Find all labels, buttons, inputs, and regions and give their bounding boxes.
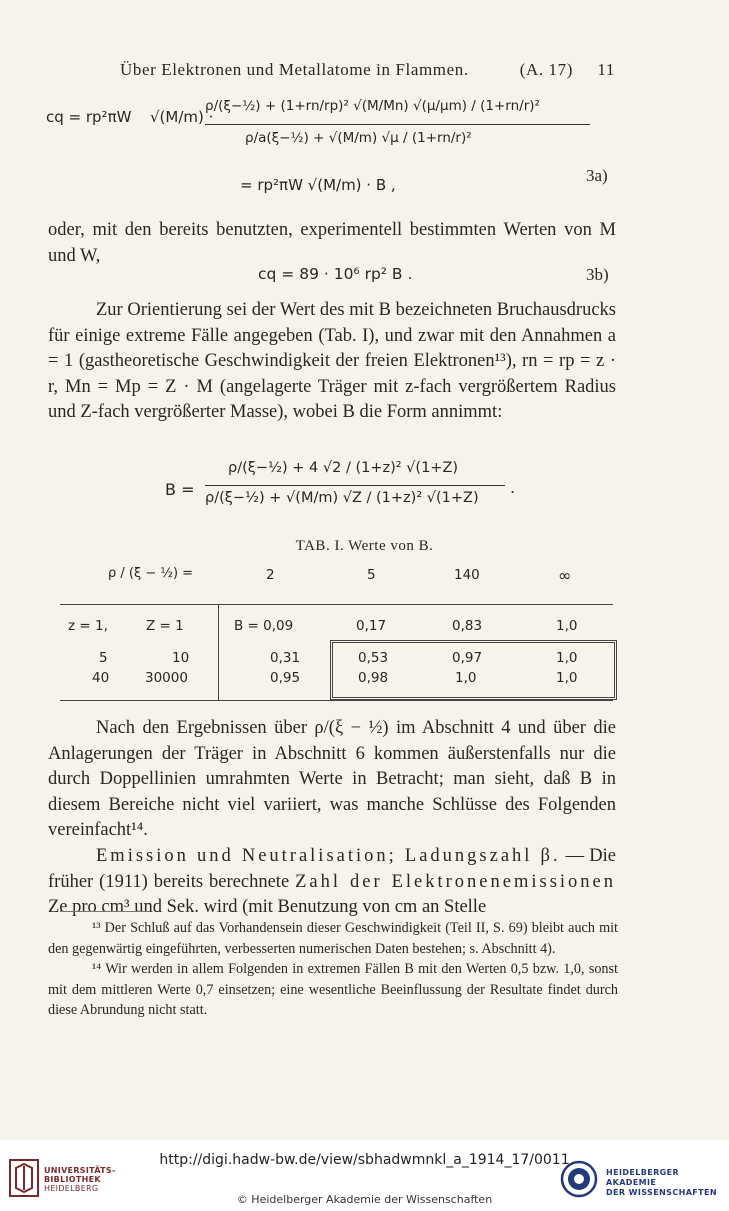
ha-line-2: DER WISSENSCHAFTEN — [606, 1188, 717, 1197]
table-cell: 0,97 — [452, 650, 483, 666]
equation-b-numerator: ρ/(ξ−½) + 4 √2 / (1+z)² √(1+Z) — [228, 460, 459, 476]
table-head-value: 2 — [266, 567, 275, 583]
table-column-rule — [218, 604, 219, 700]
table-cell-Z: 30000 — [145, 670, 188, 686]
university-library-name — [44, 1166, 116, 1193]
running-header — [120, 60, 615, 80]
page-url-link[interactable]: http://digi.hadw-bw.de/view/sbhadwmnkl_a_1914_17/0011 — [159, 1152, 570, 1168]
copyright-notice: © Heidelberger Akademie der Wissenschaften — [236, 1193, 493, 1206]
equation-b-period: . — [510, 478, 516, 497]
table-rule — [60, 604, 613, 605]
equation-3a-number: 3a) — [586, 166, 608, 185]
section-heading-emission: Emission und Neutralisation; Ladungszahl β. — [96, 845, 561, 866]
paragraph-1 — [48, 218, 616, 269]
equation-b-denominator: ρ/(ξ−½) + √(M/m) √Z / (1+z)² √(1+Z) — [205, 490, 479, 506]
equation-3a-denominator: ρ/a(ξ−½) + √(M/m) √μ / (1+rn/r)² — [245, 130, 472, 146]
table-head-left: ρ / (ξ − ½) = — [108, 566, 194, 581]
footnote-14: ¹⁴ Wir werden in allem Folgenden in extremen Fällen B mit den Werten 0,5 bzw. 1,0, sonst mit dem mittleren Werte 0,7 einsetzen; eine wesentliche Beeinflussung der Resultate findet durch diese Abrundung nicht statt. — [48, 961, 618, 1018]
page-number: 11 — [597, 60, 615, 79]
table-cell: 0,31 — [270, 650, 301, 666]
table-cell: 1,0 — [556, 650, 578, 666]
table-cell: 1,0 — [556, 618, 578, 634]
ub-line-1: UNIVERSITÄTS- — [44, 1166, 116, 1175]
paragraph-2-text: Zur Orientierung sei der Wert des mit B bezeichneten Bruchausdrucks für einige extreme Fälle angegeben (Tab. I), und zwar mit den Annahmen a = 1 (gastheoretische Geschwindigkeit der freien Elektronen¹³), rn = rp = z · r, Mn = Mp = Z · M (angelagerte Träger mit z-fach vergrößertem Radius und Z-fach vergrößerter Masse), wobei B die Form annimmt: — [48, 300, 616, 423]
paragraph-4 — [48, 844, 616, 921]
equation-3a-numerator: ρ/(ξ−½) + (1+rn/rp)² √(M/Mn) √(μ/μm) / (1+rn/r)² — [205, 98, 540, 114]
paragraph-2 — [48, 298, 616, 426]
paragraph-3 — [48, 716, 616, 921]
table-cell: 0,17 — [356, 618, 387, 634]
table-cell-Z: Z = 1 — [146, 618, 184, 634]
table-cell: 0,53 — [358, 650, 389, 666]
equation-3b-number: 3b) — [586, 265, 609, 284]
table-cell: 1,0 — [556, 670, 578, 686]
table-cell: 0,95 — [270, 670, 301, 686]
table-cell-z: z = 1, — [68, 618, 108, 634]
table-caption: TAB. I. Werte von B. — [295, 538, 434, 554]
header-title: Über Elektronen und Metallatome in Flammen. — [120, 60, 469, 79]
emphasis-zahl-elektronenemissionen: Zahl der Elektronenemissionen — [295, 871, 616, 892]
table-cell: 1,0 — [455, 670, 477, 686]
table-cell: 0,83 — [452, 618, 483, 634]
equation-3a-line2: = rp²πW √(M/m) · B , — [240, 176, 396, 194]
double-line-frame — [330, 640, 617, 700]
footnote-separator — [60, 911, 150, 912]
equation-3b: cq = 89 · 10⁶ rp² B . — [258, 265, 413, 283]
equation-3a-lhs: cq = rp²πW — [46, 108, 132, 126]
academy-name — [606, 1168, 729, 1198]
ub-line-2: BIBLIOTHEK — [44, 1175, 101, 1184]
paragraph-1-text: oder, mit den bereits benutzten, experimentell bestimmten Werten von M und W, — [48, 220, 616, 266]
fraction-bar — [205, 124, 590, 125]
table-cell-Z: 10 — [172, 650, 190, 666]
table-cell-z: 40 — [92, 670, 110, 686]
ub-line-3: HEIDELBERG — [44, 1184, 99, 1193]
table-bottom-rule — [60, 700, 613, 701]
footnote-13: ¹³ Der Schluß auf das Vorhandensein dieser Geschwindigkeit (Teil II, S. 69) bleibt auch mit den gegenwärtig eingeführten, verbesserten numerischen Daten bestehen; s. Abschnitt 4). — [48, 920, 618, 957]
fraction-bar-b — [205, 485, 505, 486]
paragraph-4-text-2: Ze pro cm³ und Sek. wird (mit Benutzung von cm an Stelle — [48, 897, 487, 918]
academy-seal-icon — [560, 1160, 598, 1198]
paragraph-4-text-1: — Die früher (1911) bereits berechnete — [48, 845, 616, 892]
viewer-footer — [0, 1140, 729, 1211]
table-head-value: 140 — [454, 567, 480, 583]
table-head-value: ∞ — [558, 566, 572, 585]
footnotes — [48, 918, 618, 1021]
equation-3a-sqrt: √(M/m) · — [150, 108, 214, 126]
equation-b-lhs: B = — [165, 480, 195, 499]
table-cell: B = 0,09 — [234, 618, 294, 634]
table-head-value: 5 — [367, 567, 376, 583]
ha-line-1: HEIDELBERGER AKADEMIE — [606, 1168, 680, 1187]
table-cell: 0,98 — [358, 670, 389, 686]
table-cell-z: 5 — [99, 650, 108, 666]
header-article: (A. 17) — [519, 60, 573, 79]
paragraph-3-text: Nach den Ergebnissen über ρ/(ξ − ½) im Abschnitt 4 und über die Anlagerungen der Träger in Abschnitt 6 kommen äußerstenfalls nur die durch Doppellinien umrahmten Werte in Betracht; man sieht, daß B in diesem Bereiche nicht viel variiert, was manche Schlüsse des Folgenden vereinfacht¹⁴. — [48, 718, 616, 841]
